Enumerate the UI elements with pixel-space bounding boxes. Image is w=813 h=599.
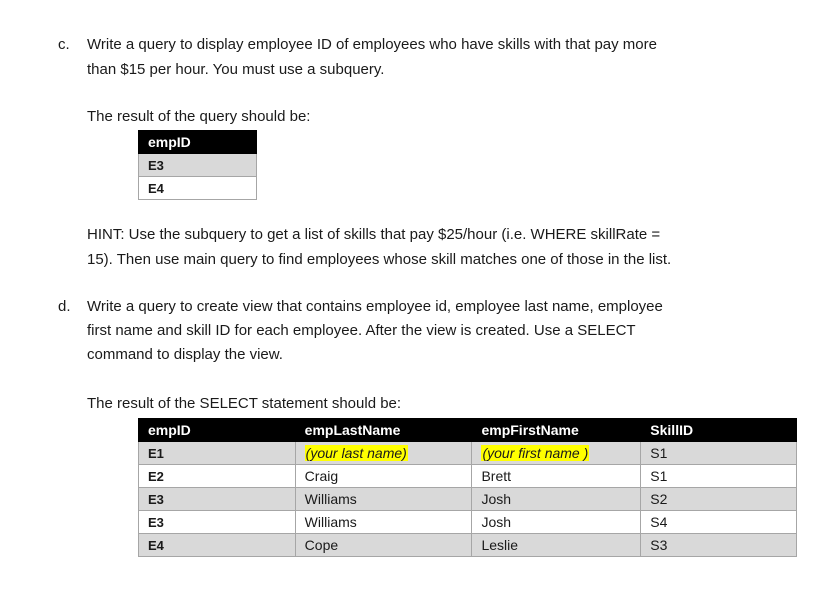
table-row xyxy=(139,465,797,488)
table-cell-skillid: S2 xyxy=(641,488,797,511)
table-cell-skillid: S3 xyxy=(641,534,797,557)
table-cell-emplastname: Williams xyxy=(295,511,472,534)
part-d-result-intro: The result of the SELECT statement should be: xyxy=(87,395,402,412)
table-cell-empid: E3 xyxy=(139,511,296,534)
table-row xyxy=(139,154,257,177)
column-header-empid: empID xyxy=(139,131,257,154)
table-cell-empfirstname: Leslie xyxy=(472,534,641,557)
table-cell-empid: E1 xyxy=(139,442,296,465)
column-header-emplastname: empLastName xyxy=(295,419,472,442)
table-row xyxy=(139,534,797,557)
highlighted-placeholder: (your first name ) xyxy=(482,445,589,461)
part-c-result-intro: The result of the query should be: xyxy=(87,108,311,125)
part-d-line-1: Write a query to create view that contains employee id, employee last name, employee xyxy=(87,298,663,315)
column-header-skillid: SkillID xyxy=(641,419,797,442)
table-header-row xyxy=(139,419,797,442)
table-row xyxy=(139,442,797,465)
part-c-line-2: than $15 per hour. You must use a subquery. xyxy=(87,61,385,78)
table-cell-empid: E4 xyxy=(139,534,296,557)
table-cell-empid: E4 xyxy=(139,177,257,200)
table-cell-empid: E3 xyxy=(139,488,296,511)
column-header-empid: empID xyxy=(139,419,296,442)
table-cell-emplastname: Williams xyxy=(295,488,472,511)
table-cell-empid: E3 xyxy=(139,154,257,177)
table-cell-empfirstname xyxy=(472,442,641,465)
part-d-line-3: command to display the view. xyxy=(87,346,283,363)
table-cell-empfirstname: Josh xyxy=(472,511,641,534)
table-cell-emplastname: Cope xyxy=(295,534,472,557)
hint-line-1: HINT: Use the subquery to get a list of skills that pay $25/hour (i.e. WHERE skillRate = xyxy=(87,226,661,243)
highlighted-placeholder: (your last name) xyxy=(305,445,407,461)
result-table-c xyxy=(138,130,257,200)
table-cell-emplastname xyxy=(295,442,472,465)
table-row xyxy=(139,177,257,200)
table-cell-skillid: S4 xyxy=(641,511,797,534)
table-cell-emplastname: Craig xyxy=(295,465,472,488)
table-cell-empfirstname: Josh xyxy=(472,488,641,511)
table-cell-skillid: S1 xyxy=(641,442,797,465)
result-table-d xyxy=(138,418,797,557)
hint-line-2: 15). Then use main query to find employees whose skill matches one of those in the list. xyxy=(87,251,672,268)
table-header-row xyxy=(139,131,257,154)
part-c-line-1: Write a query to display employee ID of employees who have skills with that pay more xyxy=(87,36,657,53)
part-d-line-2: first name and skill ID for each employee. After the view is created. Use a SELECT xyxy=(87,322,636,339)
table-cell-empfirstname: Brett xyxy=(472,465,641,488)
table-cell-empid: E2 xyxy=(139,465,296,488)
table-cell-skillid: S1 xyxy=(641,465,797,488)
table-row xyxy=(139,488,797,511)
column-header-empfirstname: empFirstName xyxy=(472,419,641,442)
table-row xyxy=(139,511,797,534)
item-marker-d: d. xyxy=(58,298,71,315)
item-marker-c: c. xyxy=(58,36,70,53)
